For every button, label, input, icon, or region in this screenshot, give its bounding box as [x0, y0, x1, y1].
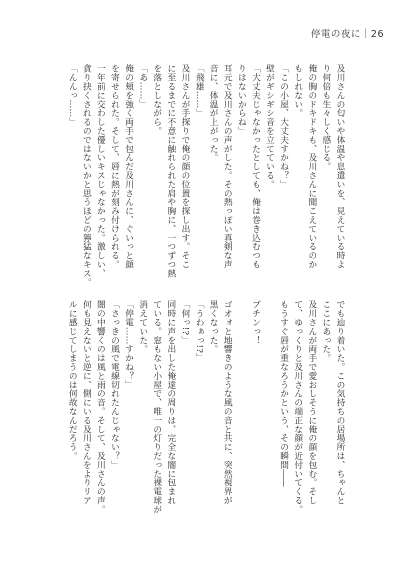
text-line: ている。窓もない小屋で、唯一の灯りだった裸電球が	[151, 300, 162, 514]
text-line: 「飛雄……」	[194, 64, 205, 118]
text-line: 及川さんが手探りで俺の顔の位置を探し出す。そこ	[179, 64, 190, 269]
text-line: 及川さんが両手で愛おしそうに俺の顔を包む。そし	[306, 300, 317, 505]
text-line	[234, 300, 248, 522]
lower-text-block	[44, 300, 347, 522]
text-line: ブチンっ！	[250, 300, 261, 345]
text-line: でも辿り着いた。この気持ちの居場所は、ちゃんと	[335, 300, 345, 505]
text-line: 及川さんの匂いや体温や息遣いを、見えている時よ	[335, 64, 345, 269]
text-line: 「あ……」	[137, 64, 148, 109]
text-line: 壁がギシギシ音を立てている。	[264, 64, 275, 189]
text-line: を落としながら。	[151, 64, 162, 136]
text-line: 一年前に交わした優しいキスじゃなかった。激しい、	[95, 64, 106, 278]
text-line: 「んんっ……」	[67, 64, 78, 127]
text-line: 「大丈夫じゃなかったとしても、俺は巻き込むつも	[250, 64, 261, 269]
text-line: 俺の頬を強く両手で包んだ及川さんに、ぐいっと顔	[123, 64, 134, 269]
text-line: ルに感じてしまうのは何故なんだろう。	[67, 300, 78, 461]
text-line: 黒くなった。	[208, 300, 219, 354]
text-line: 俺の胸のドキドキも、及川さんに聞こえているのか	[306, 64, 317, 269]
text-line: 消えていた。	[137, 300, 148, 354]
text-line: りはないからね」	[236, 64, 247, 136]
text-line: ここにあった。	[320, 300, 331, 363]
text-line: ゴオォと地響きのような風の音と共に、突然視界が	[222, 300, 233, 505]
text-line: 「さっきの風で電線切れたんじゃない？」	[109, 300, 120, 470]
text-line: 同時に声を出した俺達の周りは、完全な闇に包まれ	[165, 300, 176, 505]
text-line: もしれない。	[292, 64, 303, 118]
text-line: 「何っ!?」	[179, 300, 190, 345]
text-line: 「うわぁっ!?」	[194, 300, 205, 362]
text-line: を寄せられた。そして、唇に熱が刻み付けられる。	[109, 64, 120, 269]
text-line	[262, 300, 276, 522]
text-line: 「この小屋、大丈夫すかね？」	[278, 64, 289, 189]
text-line: に至るまでに不意に触れられた肩や胸に、一つずつ熱	[165, 64, 176, 278]
text-line: 音に、体温が上がった。	[208, 64, 219, 162]
text-line: 闇の中響くのは風と雨の音。そして、及川さんの声。	[95, 300, 106, 514]
text-line: り何倍も生々しく感じる。	[320, 64, 331, 171]
text-line: て、ゆっくりと及川さんの端正な顔が近付いてくる。	[292, 300, 303, 514]
running-header: 停電の夜に｜26	[310, 29, 384, 40]
text-line: 「停電……すかね？」	[123, 300, 134, 389]
upper-text-block	[44, 64, 347, 286]
text-line: 貪り抉くされるのではないかと思うほどの獰猛なキス。	[81, 64, 92, 286]
text-line: 耳元で及川さんの声がした。その熱っぽい真剣な声	[222, 64, 233, 269]
text-line: 何も見えないと逆に、側にいる及川さんをよりリア	[81, 300, 92, 505]
text-line: もうすぐ唇が重なろうかという、その瞬間――	[278, 300, 289, 487]
